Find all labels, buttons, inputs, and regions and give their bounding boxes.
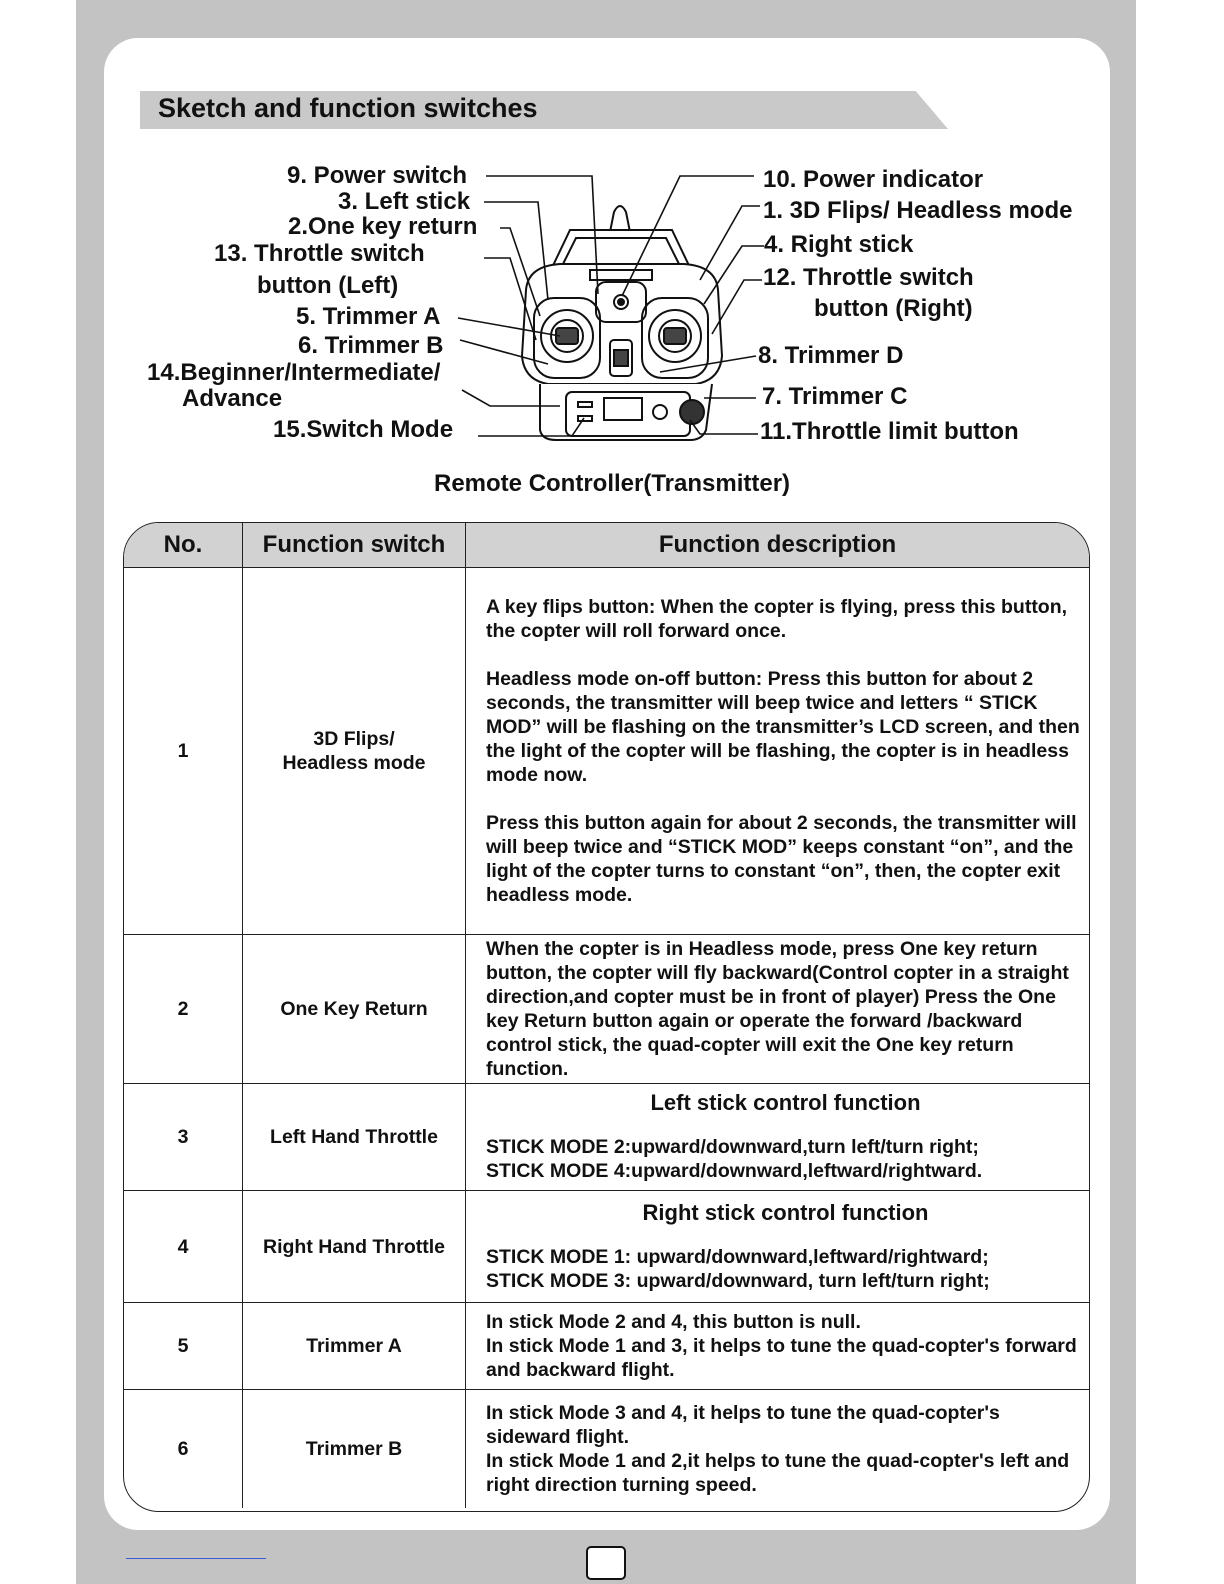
label-trimmer-a: 5. Trimmer A	[296, 303, 441, 330]
table-row	[124, 1303, 1089, 1390]
transmitter-illustration	[0, 0, 1224, 520]
label-throttle-limit: 11.Throttle limit button	[760, 418, 1019, 445]
footer-link-underline	[126, 1558, 266, 1559]
description-heading: Right stick control function	[642, 1199, 929, 1225]
description-paragraph: When the copter is in Headless mode, press One key return button, the copter will fly backward(Control copter in a straight direction,and copter must be in front of player) Press the One key Return button again or operate the forward /backward control stick, the quad-copter will exit the One key return function.	[486, 938, 1069, 1080]
table-row	[124, 1084, 1089, 1191]
header-no: No.	[124, 523, 243, 568]
section-title: Sketch and function switches	[158, 93, 538, 123]
description-line: STICK MODE 2:upward/downward,turn left/turn right;	[486, 1136, 979, 1158]
table-row	[124, 935, 1089, 1084]
row-function-name: Left Hand Throttle	[243, 1084, 466, 1191]
description-line: In stick Mode 2 and 4, this button is null.	[486, 1311, 861, 1333]
page-number-box	[586, 1546, 626, 1580]
label-skill-level: 14.Beginner/Intermediate/	[147, 359, 441, 386]
label-trimmer-d: 8. Trimmer D	[758, 342, 904, 369]
row-function-name: Right Hand Throttle	[243, 1191, 466, 1303]
table-row	[124, 1390, 1089, 1508]
label-one-key-return: 2.One key return	[288, 213, 478, 240]
description-line: STICK MODE 1: upward/downward,leftward/rightward;	[486, 1245, 989, 1268]
row-description	[466, 1191, 1090, 1303]
table-row	[124, 568, 1089, 935]
label-throttle-switch-left-line2: button (Left)	[257, 272, 399, 299]
description-paragraph: A key flips button: When the copter is flying, press this button, the copter will roll forward once.	[486, 596, 1068, 642]
row-number: 5	[124, 1303, 243, 1390]
function-table	[123, 522, 1090, 1512]
label-throttle-switch-right: 12. Throttle switch	[763, 264, 974, 291]
row-number: 3	[124, 1084, 243, 1191]
description-line: In stick Mode 1 and 3, it helps to tune the quad-copter's forward and backward flight.	[486, 1335, 1077, 1381]
row-description	[466, 1303, 1090, 1390]
description-heading: Left stick control function	[650, 1090, 921, 1115]
label-left-stick: 3. Left stick	[338, 188, 471, 215]
label-power-indicator: 10. Power indicator	[763, 166, 984, 193]
row-description	[466, 1084, 1090, 1191]
row-function-name: Trimmer A	[243, 1303, 466, 1390]
label-throttle-switch-left: 13. Throttle switch	[214, 240, 425, 267]
description-line: STICK MODE 4:upward/downward,leftward/rightward.	[486, 1160, 983, 1182]
label-throttle-switch-right-line2: button (Right)	[814, 295, 973, 322]
row-description	[466, 1390, 1090, 1508]
row-number: 2	[124, 935, 243, 1084]
label-right-stick: 4. Right stick	[764, 231, 914, 258]
row-number: 4	[124, 1191, 243, 1303]
row-number: 1	[124, 568, 243, 935]
description-line: STICK MODE 3: upward/downward, turn left/turn right;	[486, 1269, 990, 1292]
description-paragraph: Press this button again for about 2 seconds, the transmitter will will beep twice and “STICK MOD” keeps constant “on”, and the light of the copter turns to constant “on”, then, the copter exit headless mode.	[486, 812, 1077, 906]
description-line: In stick Mode 1 and 2,it helps to tune the quad-copter's left and right direction turning speed.	[486, 1449, 1070, 1496]
row-function-name: Trimmer B	[243, 1390, 466, 1508]
label-3d-flips-headless: 1. 3D Flips/ Headless mode	[763, 197, 1073, 224]
table-row	[124, 1191, 1089, 1303]
diagram-caption: Remote Controller(Transmitter)	[434, 470, 791, 497]
label-switch-mode: 15.Switch Mode	[273, 416, 454, 443]
label-skill-level-line2: Advance	[182, 385, 283, 412]
row-function-name: One Key Return	[243, 935, 466, 1084]
header-function-switch: Function switch	[243, 523, 466, 568]
row-description	[466, 568, 1090, 935]
description-line: In stick Mode 3 and 4, it helps to tune the quad-copter's sideward flight.	[486, 1401, 1000, 1448]
label-trimmer-b: 6. Trimmer B	[298, 332, 444, 359]
row-description	[466, 935, 1090, 1084]
table-header-row	[124, 523, 1089, 568]
label-power-switch: 9. Power switch	[287, 162, 468, 189]
row-function-name: 3D Flips/ Headless mode	[243, 568, 466, 935]
row-number: 6	[124, 1390, 243, 1508]
label-trimmer-c: 7. Trimmer C	[762, 383, 908, 410]
header-function-description: Function description	[466, 523, 1090, 568]
description-paragraph: Headless mode on-off button: Press this button for about 2 seconds, the transmitter will beep twice and letters “ STICK MOD” will be flashing on the transmitter’s LCD screen, and then the light of the copter will be flashing, the copter is in headless mode now.	[486, 668, 1080, 786]
